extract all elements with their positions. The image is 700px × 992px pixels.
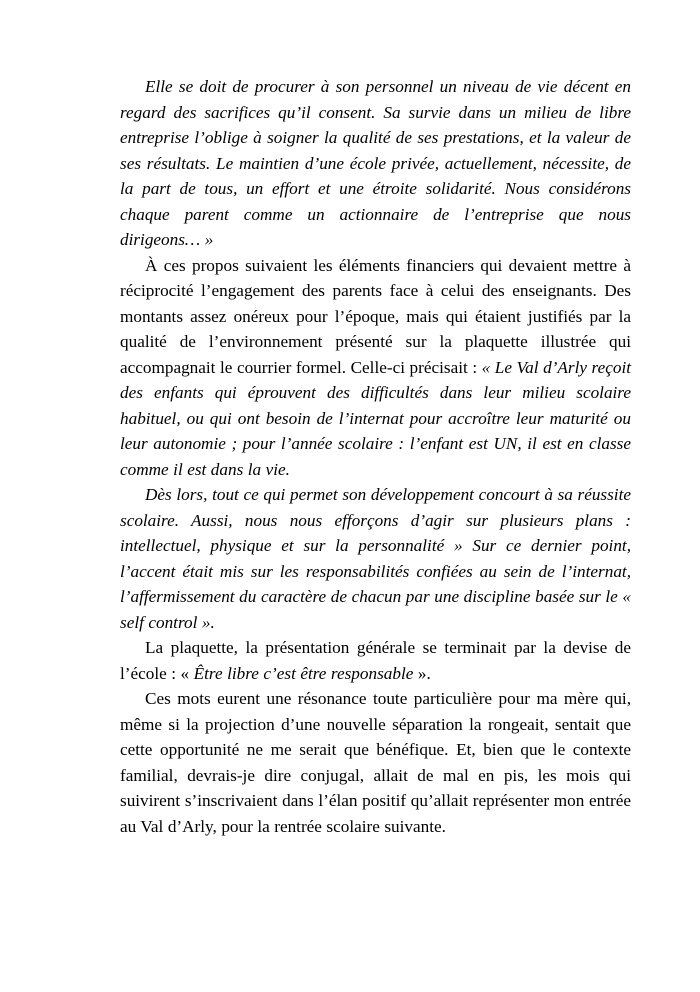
paragraph-roman-lead: À ces propos suivaient les éléments financiers qui devaient mettre à réciprocité l’engagement des parents face à celui des enseignants. Des montants assez onéreux pour l’époque, mais qui étaient justifiés par la qualité de l’environnement présenté sur la plaquette illustrée qui accompagnait le courrier formel. Celle-ci précisait : [120,255,631,377]
paragraph-mother-reaction: Ces mots eurent une résonance toute particulière pour ma mère qui, même si la projection d’une nouvelle séparation la rongeait, sentait que cette opportunité ne me serait que bénéfique. Et, bien que le contexte familial, devrais-je dire conjugal, allait de mal en pis, les mois qui suivirent s’inscrivaient dans l’élan positif qu’allait représenter mon entrée au Val d’Arly, pour la rentrée scolaire suivante. [120,689,631,836]
motto-roman-lead: La plaquette, la présentation générale se terminait par la devise de l’école : « [120,638,631,683]
paragraph-school-motto [120,635,631,686]
inline-italic-motto: Être libre c’est être responsable [193,663,414,683]
paragraph-development-plans: Dès lors, tout ce qui permet son développement concourt à sa réussite scolaire. Aussi, nous nous efforçons d’agir sur plusieurs plans : intellectuel, physique et sur la personnalité » Sur ce dernier point, l’accent était mis sur les responsabilités confiées au sein de l’internat, l’affermissement du caractère de chacun par une discipline basée sur le « self control ». [120,485,631,632]
inline-italic-quote-brochure: « Le Val d’Arly reçoit des enfants qui éprouvent des difficultés dans leur milieu scolaire habituel, ou qui ont besoin de l’internat pour accroître leur maturité ou leur autonomie ; pour l’année scolaire : l’enfant est UN, il est en classe comme il est dans la vie. [120,357,631,479]
motto-roman-tail: ». [413,663,431,683]
paragraph-quotation-continuation: Elle se doit de procurer à son personnel un niveau de vie décent en regard des sacrifices qu’il consent. Sa survie dans un milieu de libre entreprise l’oblige à soigner la qualité de ses prestations, et la valeur de ses résultats. Le maintien d’une école privée, actuellement, nécessite, de la part de tous, un effort et une étroite solidarité. Nous considérons chaque parent comme un actionnaire de l’entreprise que nous dirigeons… » [120,77,631,249]
paragraph-financial-elements [120,253,631,483]
text-column [120,74,631,839]
